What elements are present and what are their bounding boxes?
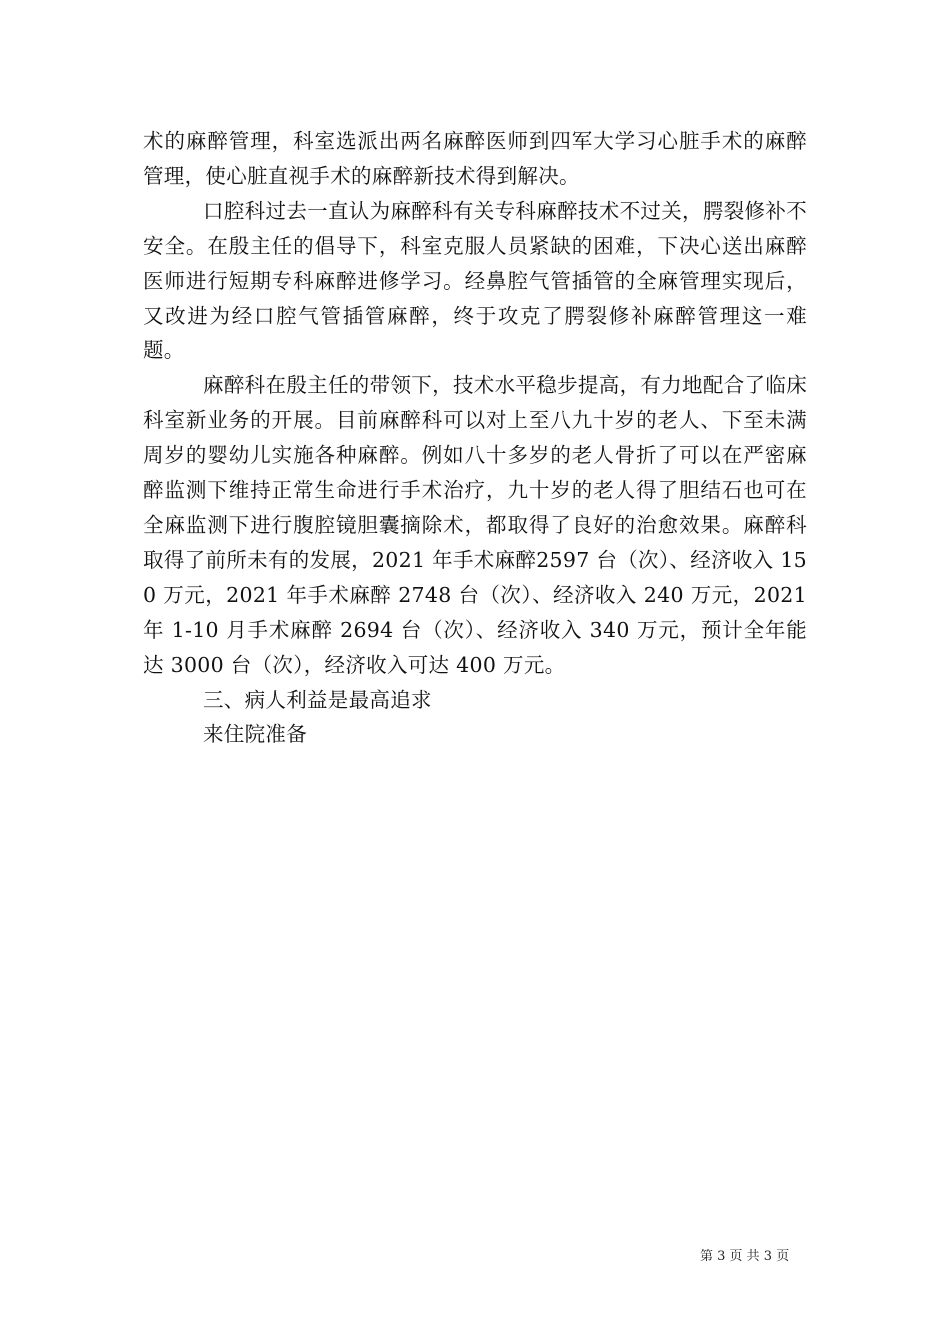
document-body [143, 124, 807, 752]
paragraph-heart-surgery-anesthesia: 术的麻醉管理，科室选派出两名麻醉医师到四军大学习心脏手术的麻醉管理，使心脏直视手术的麻醉新技术得到解决。 [143, 129, 807, 188]
paragraph-anesthesia-development: 麻醉科在殷主任的带领下，技术水平稳步提高，有力地配合了临床科室新业务的开展。目前麻醉科可以对上至八九十岁的老人、下至未满周岁的婴幼儿实施各种麻醉。例如八十多岁的老人骨折了可以在严密麻醉监测下维持正常生命进行手术治疗，九十岁的老人得了胆结石也可在全麻监测下进行腹腔镜胆囊摘除术，都取得了良好的治愈效果。麻醉科取得了前所未有的发展，2021 年手术麻醉2597 台（次）、经济收入 150 万元，2021 年手术麻醉 2748 台（次）、经济收入 240 万元，2021 年 1-10 月手术麻醉 2694 台（次）、经济收入 340 万元，预计全年能达 3000 台（次），经济收入可达 400 万元。 [143, 373, 807, 677]
paragraph-admission-preparation: 来住院准备 [203, 722, 307, 747]
section-heading-patient-interest: 三、病人利益是最高追求 [203, 687, 432, 712]
page-number-footer: 第 3 页 共 3 页 [700, 1249, 790, 1264]
paragraph-stomatology-cleft-palate: 口腔科过去一直认为麻醉科有关专科麻醉技术不过关，腭裂修补不安全。在殷主任的倡导下，科室克服人员紧缺的困难，下决心送出麻醉医师进行短期专科麻醉进修学习。经鼻腔气管插管的全麻管理实现后，又改进为经口腔气管插管麻醉，终于攻克了腭裂修补麻醉管理这一难题。 [143, 198, 807, 363]
